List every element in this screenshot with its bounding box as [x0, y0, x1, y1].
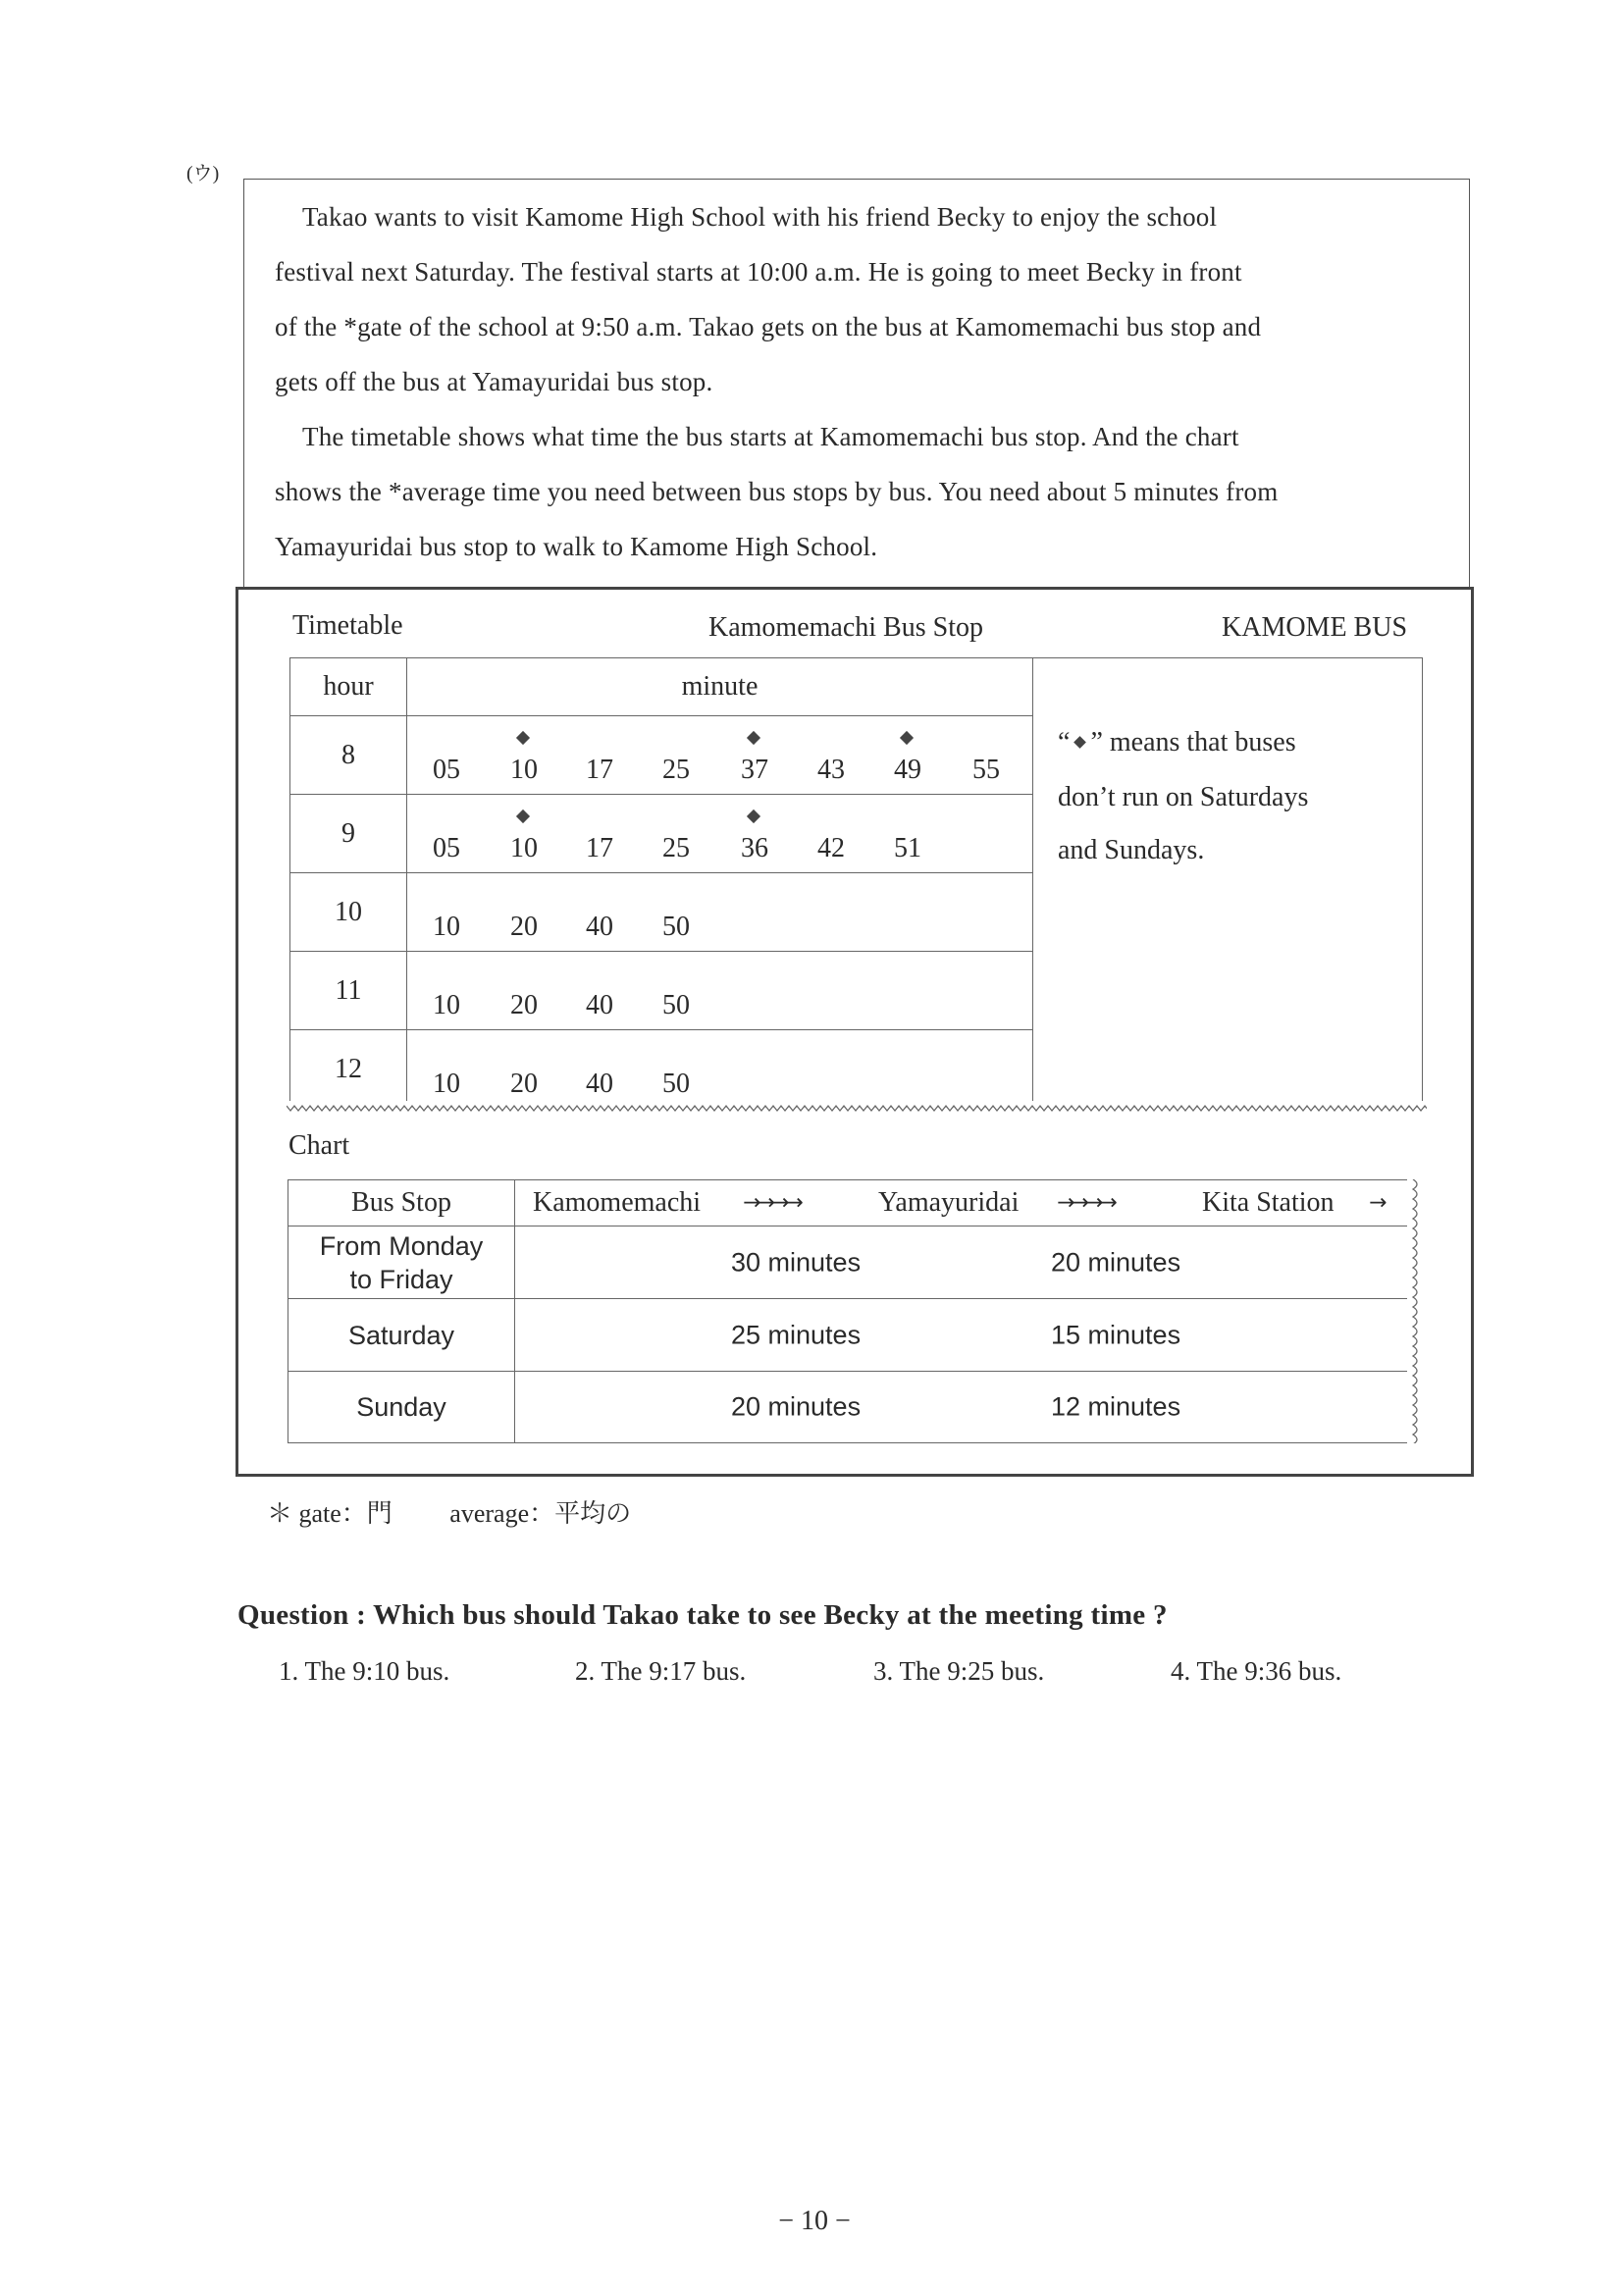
- hour-cell: 12: [290, 1030, 407, 1109]
- arrow-icon: →: [1369, 1190, 1384, 1216]
- timetable-note-box: [1032, 657, 1423, 1109]
- timetable-row: [290, 952, 1033, 1030]
- segment-time: 25 minutes: [731, 1320, 862, 1350]
- route-header: [515, 1180, 1418, 1226]
- departure-minute: 55: [972, 754, 1000, 785]
- hour-header: hour: [290, 658, 407, 716]
- passage-line: festival next Saturday. The festival starts at 10:00 a.m. He is going to meet Becky in front: [275, 257, 1242, 287]
- torn-edge-right: [1407, 1179, 1427, 1443]
- departure-minute: 10: [510, 754, 538, 785]
- question-marker: (ウ): [186, 163, 220, 184]
- departure-minute: 10: [433, 1068, 460, 1099]
- note-quote-close: ” means that buses: [1090, 727, 1296, 757]
- departure-minute: 25: [662, 754, 690, 785]
- stop-yamayuridai: Yamayuridai: [878, 1187, 1020, 1219]
- departure-minute: 40: [586, 1068, 613, 1099]
- timetable-row: [290, 1030, 1033, 1109]
- departure-minute: 10: [433, 989, 460, 1020]
- chart-row: [288, 1226, 1418, 1299]
- stop-kamomemachi: Kamomemachi: [533, 1187, 702, 1219]
- departure-minute: 17: [586, 832, 613, 863]
- departure-minute: 36: [741, 832, 768, 863]
- departure-minute: 20: [510, 1068, 538, 1099]
- chart-label: Chart: [288, 1130, 350, 1161]
- passage-line: The timetable shows what time the bus starts at Kamomemachi bus stop. And the chart: [302, 422, 1239, 451]
- departure-minute: 49: [894, 754, 921, 785]
- departure-minute: 51: [894, 832, 921, 863]
- arrow-icon: →→→→: [743, 1190, 800, 1216]
- segment-time: 15 minutes: [1051, 1320, 1181, 1350]
- departure-minute: 50: [662, 1068, 690, 1099]
- hour-cell: 8: [290, 716, 407, 795]
- departure-minute: 05: [433, 832, 460, 863]
- timetable-stop-name: Kamomemachi Bus Stop: [708, 612, 983, 643]
- choice-1: 1. The 9:10 bus.: [279, 1656, 450, 1686]
- departure-minute: 37: [741, 754, 768, 785]
- departure-minute: 17: [586, 754, 613, 785]
- departure-minute: 10: [510, 832, 538, 863]
- minutes-cell: [407, 717, 1032, 794]
- departure-minute: 50: [662, 911, 690, 942]
- departure-minute: 40: [586, 989, 613, 1020]
- departure-minute: 20: [510, 911, 538, 942]
- footnote: ＊ gate：門 average：平均の: [267, 1499, 632, 1528]
- choice-2: 2. The 9:17 bus.: [575, 1656, 747, 1686]
- minute-header: minute: [407, 658, 1033, 716]
- passage-line: Takao wants to visit Kamome High School with his friend Becky to enjoy the school: [302, 202, 1218, 232]
- segment-time: 20 minutes: [731, 1391, 862, 1422]
- diamond-icon: [516, 809, 530, 822]
- diamond-icon: [900, 730, 914, 744]
- bus-stop-header: Bus Stop: [288, 1180, 515, 1226]
- timetable-label: Timetable: [292, 610, 403, 641]
- minutes-cell: [407, 874, 1032, 951]
- timetable-row: [290, 873, 1033, 952]
- question-text: Question : Which bus should Takao take to see Becky at the meeting time ?: [237, 1599, 1168, 1631]
- segment-time: 20 minutes: [1051, 1247, 1181, 1278]
- minutes-cell: [407, 953, 1032, 1029]
- departure-minute: 05: [433, 754, 460, 785]
- note-quote-open: “: [1058, 727, 1071, 757]
- passage-line: gets off the bus at Yamayuridai bus stop.: [275, 367, 713, 396]
- departure-minute: 42: [817, 832, 845, 863]
- diamond-icon: [516, 730, 530, 744]
- chart-row-label: [288, 1226, 515, 1299]
- minutes-cell: [407, 796, 1032, 872]
- arrow-icon: →→→→: [1057, 1190, 1114, 1216]
- segment-time: 30 minutes: [731, 1247, 862, 1278]
- chart-row: [288, 1299, 1418, 1371]
- departure-minute: 40: [586, 911, 613, 942]
- hour-cell: 10: [290, 873, 407, 952]
- choice-3: 3. The 9:25 bus.: [873, 1656, 1045, 1686]
- passage-line: Yamayuridai bus stop to walk to Kamome High School.: [275, 532, 878, 561]
- chart-row-label: Saturday: [288, 1299, 515, 1371]
- timetable-row: [290, 716, 1033, 795]
- chart-row-label: Sunday: [288, 1371, 515, 1442]
- label-line: From Monday: [319, 1230, 484, 1261]
- departure-minute: 50: [662, 989, 690, 1020]
- passage-line: of the *gate of the school at 9:50 a.m. Takao gets on the bus at Kamomemachi bus stop and: [275, 312, 1262, 341]
- hour-cell: 11: [290, 952, 407, 1030]
- timetable-row: [290, 795, 1033, 873]
- stop-kita-station: Kita Station: [1202, 1187, 1335, 1219]
- page-number: − 10 −: [778, 2206, 851, 2236]
- chart-table: [288, 1179, 1418, 1443]
- note-line-2: don’t run on Saturdays: [1058, 782, 1309, 812]
- hour-cell: 9: [290, 795, 407, 873]
- departure-minute: 10: [433, 911, 460, 942]
- timetable-table: [289, 657, 1033, 1109]
- choice-4: 4. The 9:36 bus.: [1171, 1656, 1342, 1686]
- departure-minute: 20: [510, 989, 538, 1020]
- note-line-1: [1058, 727, 1296, 758]
- chart-row: [288, 1371, 1418, 1442]
- timetable-company: KAMOME BUS: [1222, 612, 1408, 643]
- diamond-icon: [1074, 736, 1087, 749]
- departure-minute: 25: [662, 832, 690, 863]
- torn-edge: [287, 1101, 1427, 1115]
- note-line-3: and Sundays.: [1058, 835, 1205, 865]
- diamond-icon: [747, 730, 760, 744]
- passage-line: shows the *average time you need between bus stops by bus. You need about 5 minutes from: [275, 477, 1279, 506]
- segment-time: 12 minutes: [1051, 1391, 1181, 1422]
- departure-minute: 43: [817, 754, 845, 785]
- diamond-icon: [747, 809, 760, 822]
- minutes-cell: [407, 1031, 1032, 1108]
- label-line: to Friday: [349, 1264, 453, 1294]
